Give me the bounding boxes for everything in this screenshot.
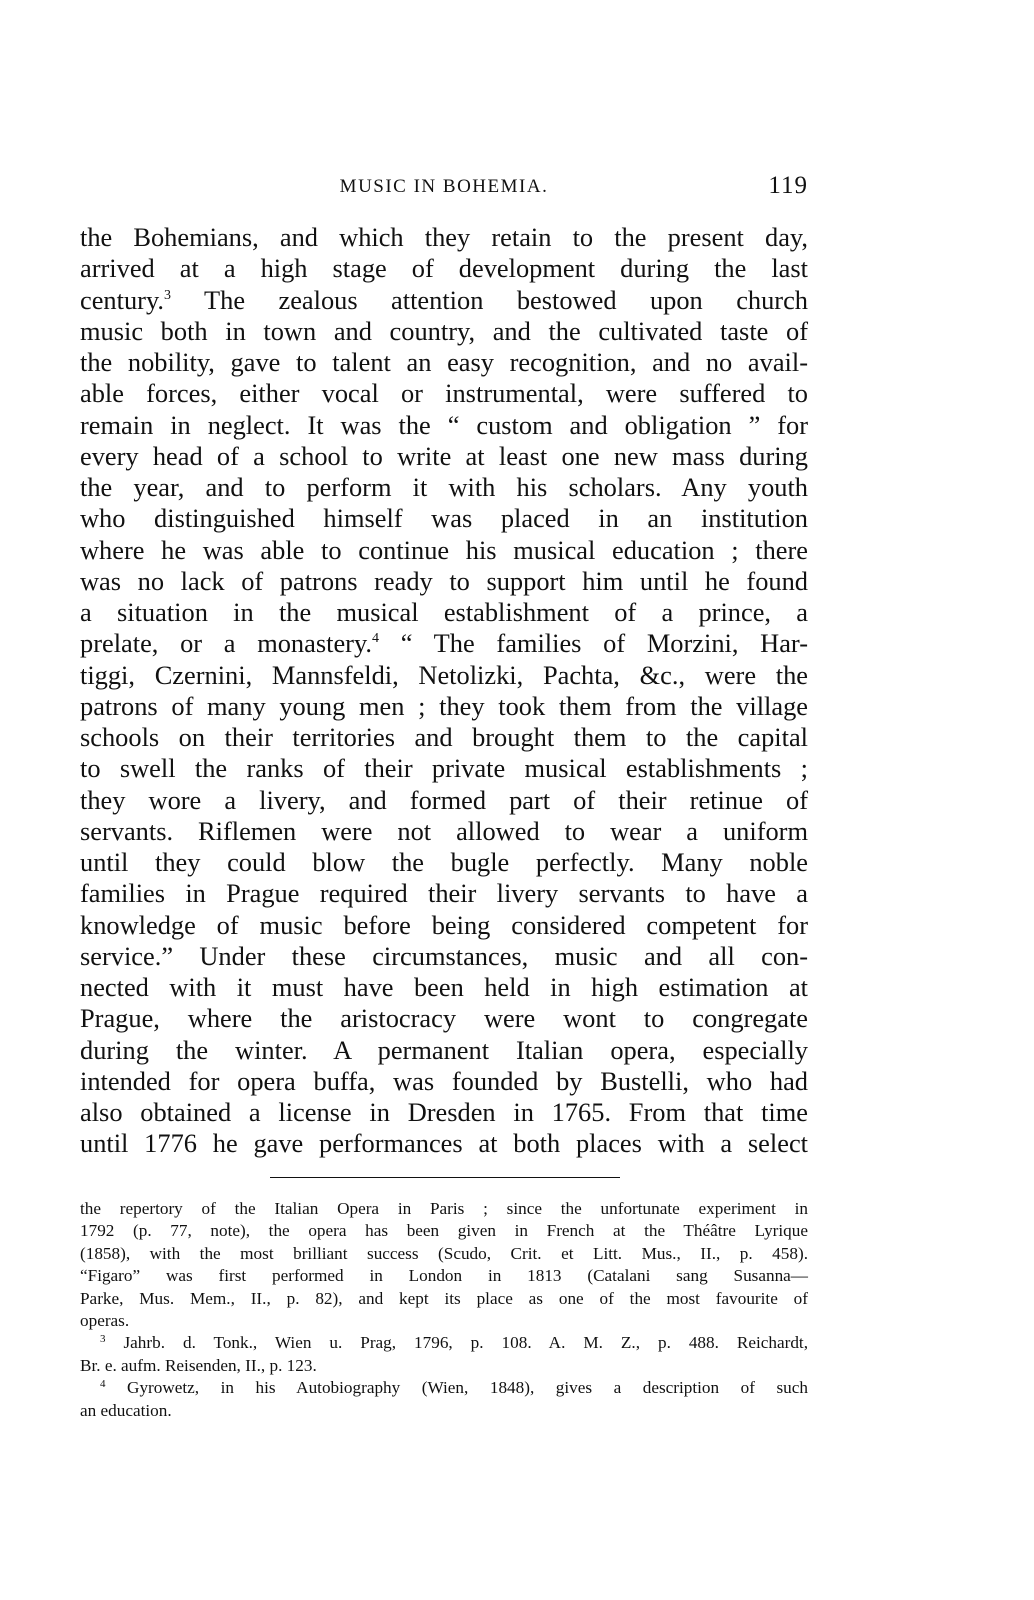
text-line: remain in neglect. It was the “ custom and obligation ” for — [80, 409, 808, 440]
text-line: also obtained a license in Dresden in 1765. From that time — [80, 1097, 808, 1127]
main-text — [80, 222, 808, 1160]
footnotes — [80, 1198, 808, 1422]
text-line: nected with it must have been held in high estimation at — [80, 972, 808, 1002]
text-line: tiggi, Czernini, Mannsfeldi, Netolizki, Pachta, &c., were the — [80, 659, 808, 690]
footnote-4 — [80, 1377, 808, 1399]
text-line: schools on their territories and brought them to the capital — [80, 722, 808, 752]
footnote-divider — [270, 1177, 620, 1178]
text-line: to swell the ranks of their private musical establishments ; — [80, 753, 808, 784]
text-line: the nobility, gave to talent an easy recognition, and no avail- — [80, 347, 808, 377]
text-line: music both in town and country, and the cultivated taste of — [80, 315, 808, 346]
text-line: who distinguished himself was placed in an institution — [80, 503, 808, 534]
footnote-ref: 4 — [372, 631, 380, 647]
text-line: able forces, either vocal or instrumental, were suffered to — [80, 378, 808, 409]
text-line — [80, 628, 808, 659]
text-line: the Bohemians, and which they retain to the present day, — [80, 222, 808, 252]
footnote-line: (1858), with the most brilliant success (Scudo, Crit. et Litt. Mus., II., p. 458). — [80, 1243, 808, 1263]
text-line: they wore a livery, and formed part of their retinue of — [80, 784, 808, 815]
footnote-marker: 4 — [100, 1378, 106, 1391]
footnote-line: the repertory of the Italian Opera in Paris ; since the unfortunate experiment in — [80, 1199, 808, 1218]
footnote-line: 1792 (p. 77, note), the opera has been given in French at the Théâtre Lyrique — [80, 1221, 808, 1241]
text-line: until 1776 he gave performances at both places with a select — [80, 1128, 808, 1159]
footnote-text: Gyrowetz, in his Autobiography (Wien, 1848), gives a description of such — [127, 1378, 808, 1398]
text-line — [80, 285, 808, 316]
text-line: where he was able to continue his musical education ; there — [80, 534, 808, 565]
text-line: during the winter. A permanent Italian opera, especially — [80, 1034, 808, 1065]
footnote-3 — [80, 1332, 808, 1354]
footnote-line: operas. — [80, 1310, 130, 1330]
footnote-line: Parke, Mus. Mem., II., p. 82), and kept its place as one of the most favourite of — [80, 1288, 808, 1308]
text-line: Prague, where the aristocracy were wont to congregate — [80, 1003, 808, 1034]
text-line: the year, and to perform it with his scholars. Any youth — [80, 472, 808, 502]
text-line: a situation in the musical establishment of a prince, a — [80, 597, 808, 627]
text-line: arrived at a high stage of development during the last — [80, 253, 808, 284]
footnote-marker: 3 — [100, 1333, 106, 1346]
text-line: intended for opera buffa, was founded by Bustelli, who had — [80, 1065, 808, 1096]
text-line: patrons of many young men ; they took them from the village — [80, 690, 808, 721]
page-number: 119 — [768, 172, 808, 199]
footnote-line: an education. — [80, 1400, 172, 1420]
text-line: until they could blow the bugle perfectly. Many noble — [80, 847, 808, 877]
footnote-ref: 3 — [164, 287, 172, 303]
text-line: servants. Riflemen were not allowed to wear a uniform — [80, 815, 808, 846]
text-line: knowledge of music before being considered competent for — [80, 909, 808, 940]
running-title: MUSIC IN BOHEMIA. — [339, 176, 549, 197]
footnote-text: Jahrb. d. Tonk., Wien u. Prag, 1796, p. 108. A. M. Z., p. 488. Reichardt, — [123, 1333, 809, 1353]
text-fragment: The zealous attention bestowed upon church — [171, 284, 808, 315]
text-fragment: century. — [80, 284, 165, 315]
footnote-line: “Figaro” was first performed in London in 1813 (Catalani sang Susanna— — [80, 1266, 808, 1286]
text-line: service.” Under these circumstances, music and all con- — [80, 940, 808, 971]
text-line: families in Prague required their livery servants to have a — [80, 878, 808, 909]
text-fragment: “ The families of Morzini, Har- — [379, 628, 808, 659]
page-header — [80, 170, 808, 210]
text-line: every head of a school to write at least one new mass during — [80, 440, 808, 471]
footnote-line: Br. e. aufm. Reisenden, II., p. 123. — [80, 1355, 317, 1375]
text-fragment: prelate, or a monastery. — [80, 628, 373, 659]
text-line: was no lack of patrons ready to support him until he found — [80, 565, 808, 596]
